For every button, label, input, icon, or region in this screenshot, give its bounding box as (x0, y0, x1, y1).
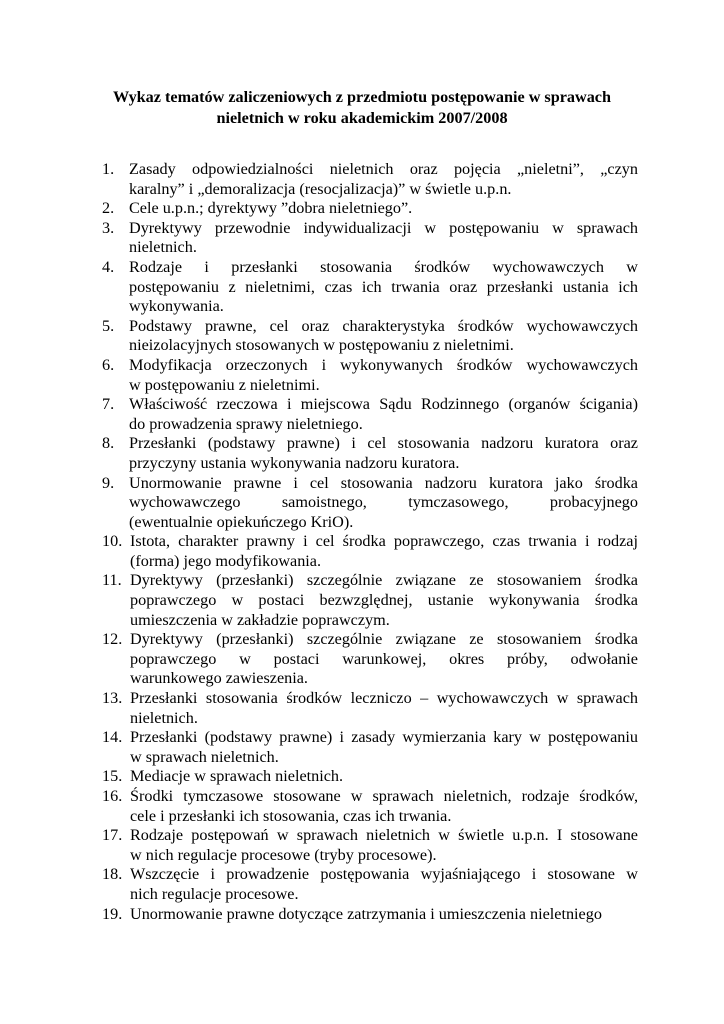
topic-number: 1. (102, 160, 115, 178)
topic-line: Unormowanie prawne i cel stosowania nadzoru kuratora jako środka (129, 473, 638, 492)
topic-line: w nich regulacje procesowe (tryby procesowe). (130, 845, 437, 864)
topic-line: poprawczego w postaci bezwzględnej, ustanie wykonywania środka (130, 591, 638, 610)
topic-line: Cele u.p.n.; dyrektywy ”dobra nieletniego”. (129, 199, 413, 218)
topic-text (129, 356, 638, 395)
topic-line: nieletnich. (130, 708, 198, 727)
topic-line: (ewentualnie opiekuńczego KriO). (129, 512, 354, 531)
topic-text (130, 571, 638, 630)
topic-number: 5. (102, 316, 115, 335)
topic-item (102, 571, 638, 630)
topic-text (130, 532, 638, 571)
title-line: nieletnich w roku akademickim 2007/2008 (216, 109, 508, 127)
topic-number: 14. (102, 728, 123, 747)
topic-item (102, 787, 638, 826)
topic-item (102, 905, 638, 925)
topic-number: 18. (102, 865, 123, 884)
topic-item (102, 532, 638, 571)
topic-number: 16. (102, 787, 123, 805)
topic-line: Dyrektywy (przesłanki) szczególnie związane ze stosowaniem środka (130, 630, 638, 649)
topic-item (102, 160, 638, 199)
topic-line: Rodzaje postępowań w sprawach nieletnich w świetle u.p.n. I stosowane (130, 826, 638, 845)
topic-item (102, 219, 638, 258)
topic-line: wykonywania. (129, 297, 224, 316)
topic-text (129, 434, 638, 473)
topic-line: Modyfikacja orzeczonych i wykonywanych środków wychowawczych (129, 355, 638, 374)
topic-line: w sprawach nieletnich. (130, 747, 279, 766)
topic-text (129, 258, 638, 317)
topic-line: przyczyny ustania wykonywania nadzoru kuratora. (129, 453, 460, 472)
topic-number: 4. (102, 257, 115, 276)
topic-text (129, 219, 638, 258)
topic-item (102, 865, 638, 904)
title-line: Wykaz tematów zaliczeniowych z przedmiotu postępowanie w sprawach (112, 88, 611, 106)
topic-item (102, 199, 638, 219)
topic-line: w postępowaniu z nieletnimi. (129, 375, 320, 394)
topic-line: Dyrektywy przewodnie indywidualizacji w postępowaniu w sprawach (129, 218, 638, 237)
topic-text (130, 767, 638, 787)
topic-line: umieszczenia w zakładzie poprawczym. (130, 610, 390, 629)
topic-number: 12. (102, 630, 123, 649)
topic-number: 9. (102, 473, 115, 492)
topic-line: Przesłanki stosowania środków leczniczo – wychowawczych w sprawach (130, 689, 638, 708)
topic-line: postępowaniu z nieletnimi, czas ich trwania oraz przesłanki ustania ich (129, 277, 638, 296)
topic-text (130, 826, 638, 865)
topic-number: 13. (102, 689, 123, 708)
topic-text (130, 689, 638, 728)
topic-number: 11. (102, 571, 122, 590)
topic-line: Wszczęcie i prowadzenie postępowania wyjaśniającego i stosowane w (130, 865, 638, 884)
topic-line: Środki tymczasowe stosowane w sprawach nieletnich, rodzaje środków, (130, 787, 638, 805)
topic-text (129, 474, 638, 533)
topic-item (102, 689, 638, 728)
topic-text (130, 630, 638, 689)
topic-line: nieletnich. (129, 238, 197, 257)
topic-line: Unormowanie prawne dotyczące zatrzymania i umieszczenia nieletniego (130, 904, 602, 923)
topic-item (102, 356, 638, 395)
topic-number: 7. (102, 395, 115, 414)
topic-line: Przesłanki (podstawy prawne) i cel stosowania nadzoru kuratora oraz (129, 434, 638, 453)
topic-line: nieizolacyjnych stosowanych w postępowaniu z nieletnimi. (129, 336, 514, 355)
topic-number: 8. (102, 434, 115, 453)
topic-line: Podstawy prawne, cel oraz charakterystyka środków wychowawczych (129, 316, 638, 335)
topic-text (130, 787, 638, 826)
topic-line: (forma) jego modyfikowania. (130, 551, 322, 570)
topic-line: poprawczego w postaci warunkowej, okres próby, odwołanie (130, 649, 638, 668)
topic-item (102, 630, 638, 689)
topic-number: 19. (102, 904, 123, 923)
topic-item (102, 434, 638, 473)
topic-number: 6. (102, 355, 115, 374)
topic-item (102, 728, 638, 767)
topic-item (102, 317, 638, 356)
topic-line: warunkowego zawieszenia. (130, 669, 308, 688)
topic-item (102, 395, 638, 434)
topic-number: 10. (102, 532, 123, 551)
topic-line: wychowawczego samoistnego, tymczasowego, probacyjnego (129, 493, 638, 512)
topic-number: 2. (102, 199, 115, 218)
topic-item (102, 826, 638, 865)
document-title (60, 87, 664, 129)
topic-text (130, 865, 638, 904)
topic-text (129, 160, 638, 199)
topic-line: Mediacje w sprawach nieletnich. (130, 767, 344, 786)
topic-line: karalny” i „demoralizacja (resocjalizacja)” w świetle u.p.n. (129, 179, 512, 198)
topic-line: Istota, charakter prawny i cel środka poprawczego, czas trwania i rodzaj (130, 532, 638, 551)
topic-number: 17. (102, 826, 123, 845)
topic-text (130, 728, 638, 767)
topic-line: Dyrektywy (przesłanki) szczególnie związane ze stosowaniem środka (130, 571, 638, 590)
topic-number: 15. (102, 767, 123, 786)
topic-list (102, 160, 638, 924)
topic-line: cele i przesłanki ich stosowania, czas ich trwania. (130, 806, 452, 825)
topic-item (102, 767, 638, 787)
topic-text (129, 395, 638, 434)
topic-item (102, 474, 638, 533)
topic-line: Zasady odpowiedzialności nieletnich oraz pojęcia „nieletni”, „czyn (129, 160, 638, 178)
topic-item (102, 258, 638, 317)
topic-line: Rodzaje i przesłanki stosowania środków wychowawczych w (129, 257, 638, 276)
topic-line: nich regulacje procesowe. (130, 884, 299, 903)
topic-text (130, 905, 638, 925)
topic-line: do prowadzenia sprawy nieletniego. (129, 414, 363, 433)
topic-line: Właściwość rzeczowa i miejscowa Sądu Rodzinnego (organów ścigania) (129, 395, 638, 414)
topic-number: 3. (102, 218, 115, 237)
topic-line: Przesłanki (podstawy prawne) i zasady wymierzania kary w postępowaniu (130, 728, 638, 747)
topic-text (129, 317, 638, 356)
topic-text (129, 199, 638, 219)
